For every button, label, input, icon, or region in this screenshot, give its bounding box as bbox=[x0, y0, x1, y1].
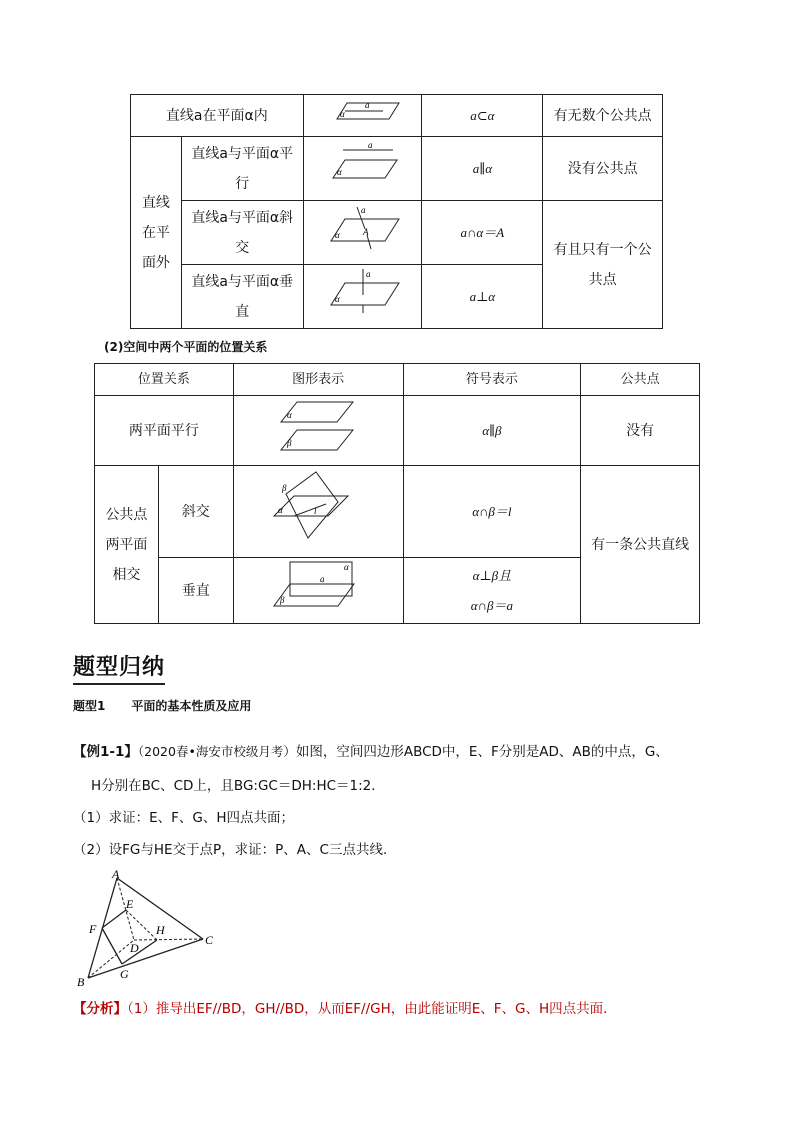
svg-text:a: a bbox=[367, 140, 373, 150]
label-F: F bbox=[89, 922, 97, 936]
question-2: （2）设FG与HE交于点P，求证：P、A、C三点共线． bbox=[73, 842, 397, 858]
header-symbol: 符号表示 bbox=[403, 364, 581, 396]
label-B: B bbox=[77, 975, 85, 989]
row-perp-label: 直线a与平面α垂 直 bbox=[181, 265, 303, 329]
svg-text:α: α bbox=[334, 294, 340, 304]
fig-planes-oblique bbox=[233, 466, 403, 558]
common-line: 有一条公共直线 bbox=[581, 466, 700, 624]
svg-text:a: a bbox=[320, 574, 325, 584]
section2-title: (2)空间中两个平面的位置关系 bbox=[104, 340, 268, 354]
tetrahedron-diagram bbox=[72, 866, 222, 994]
label-H: H bbox=[156, 923, 165, 937]
row-oblique-planes-label: 斜交 bbox=[158, 466, 233, 558]
svg-text:β: β bbox=[282, 483, 287, 493]
section-heading: 题型归纳 bbox=[73, 650, 165, 685]
svg-text:a: a bbox=[364, 100, 370, 110]
row-oblique-symbol: a∩α＝A bbox=[422, 201, 543, 265]
row-oblique-planes-symbol: α∩β＝l bbox=[403, 466, 581, 558]
fig-line-oblique bbox=[303, 201, 422, 265]
fig-line-perp bbox=[303, 265, 422, 329]
fig-line-parallel bbox=[303, 137, 422, 201]
svg-text:α: α bbox=[344, 562, 349, 572]
row-planes-parallel-symbol: α∥β bbox=[403, 396, 581, 466]
label-A: A bbox=[112, 867, 120, 881]
row-planes-parallel-common: 没有 bbox=[581, 396, 700, 466]
row-planes-parallel-label: 两平面平行 bbox=[95, 396, 234, 466]
analysis: 【分析】（1）推导出EF//BD，GH//BD，从而EF//GH，由此能证明E、F、G、H四点共面． bbox=[73, 1001, 617, 1017]
row-perp-planes-label: 垂直 bbox=[158, 558, 233, 624]
svg-text:β: β bbox=[280, 595, 285, 605]
row-parallel-symbol: a∥α bbox=[422, 137, 543, 201]
header-figure: 图形表示 bbox=[233, 364, 403, 396]
header-common: 公共点 bbox=[581, 364, 700, 396]
one-common-point: 有且只有一个公 共点 bbox=[543, 201, 663, 329]
plane-plane-table bbox=[94, 363, 700, 624]
row-perp-symbol: a⊥α bbox=[422, 265, 543, 329]
row-parallel-common: 没有公共点 bbox=[543, 137, 663, 201]
intersect-label: 公共点 两平面 相交 bbox=[95, 466, 159, 624]
fig-line-in-plane bbox=[303, 95, 422, 137]
svg-text:α: α bbox=[336, 167, 342, 177]
svg-text:A: A bbox=[362, 227, 369, 237]
row-inside-symbol: a⊂α bbox=[422, 95, 543, 137]
example-line1: 【例1-1】（2020春•海安市校级月考）如图，空间四边形ABCD中，E、F分别是AD、AB的中点，G、 bbox=[73, 744, 669, 760]
svg-text:a: a bbox=[365, 269, 371, 279]
svg-text:β: β bbox=[287, 438, 292, 448]
label-D: D bbox=[130, 941, 139, 955]
fig-planes-perp bbox=[233, 558, 403, 624]
row-oblique-label: 直线a与平面α斜 交 bbox=[181, 201, 303, 265]
line-plane-table bbox=[130, 94, 663, 329]
question-1: （1）求证：E、F、G、H四点共面； bbox=[73, 810, 294, 826]
svg-text:α: α bbox=[278, 505, 283, 515]
svg-text:α: α bbox=[334, 230, 340, 240]
example-line2: H分别在BC、CD上，且BG:GC＝DH:HC＝1:2． bbox=[91, 778, 385, 794]
type-title: 题型1 平面的基本性质及应用 bbox=[73, 699, 252, 713]
row-parallel-label: 直线a与平面α平 行 bbox=[181, 137, 303, 201]
label-G: G bbox=[120, 967, 129, 981]
label-E: E bbox=[126, 897, 134, 911]
svg-text:a: a bbox=[360, 205, 366, 215]
svg-text:α: α bbox=[287, 410, 292, 420]
label-C: C bbox=[205, 933, 214, 947]
outside-label: 直线 在平 面外 bbox=[131, 137, 182, 329]
svg-text:l: l bbox=[314, 506, 317, 516]
row-inside-common: 有无数个公共点 bbox=[543, 95, 663, 137]
header-relation: 位置关系 bbox=[95, 364, 234, 396]
row-perp-planes-symbol: α⊥β且 α∩β＝a bbox=[403, 558, 581, 624]
fig-planes-parallel bbox=[233, 396, 403, 466]
svg-text:α: α bbox=[339, 109, 345, 119]
row-inside-label: 直线a在平面α内 bbox=[131, 95, 304, 137]
